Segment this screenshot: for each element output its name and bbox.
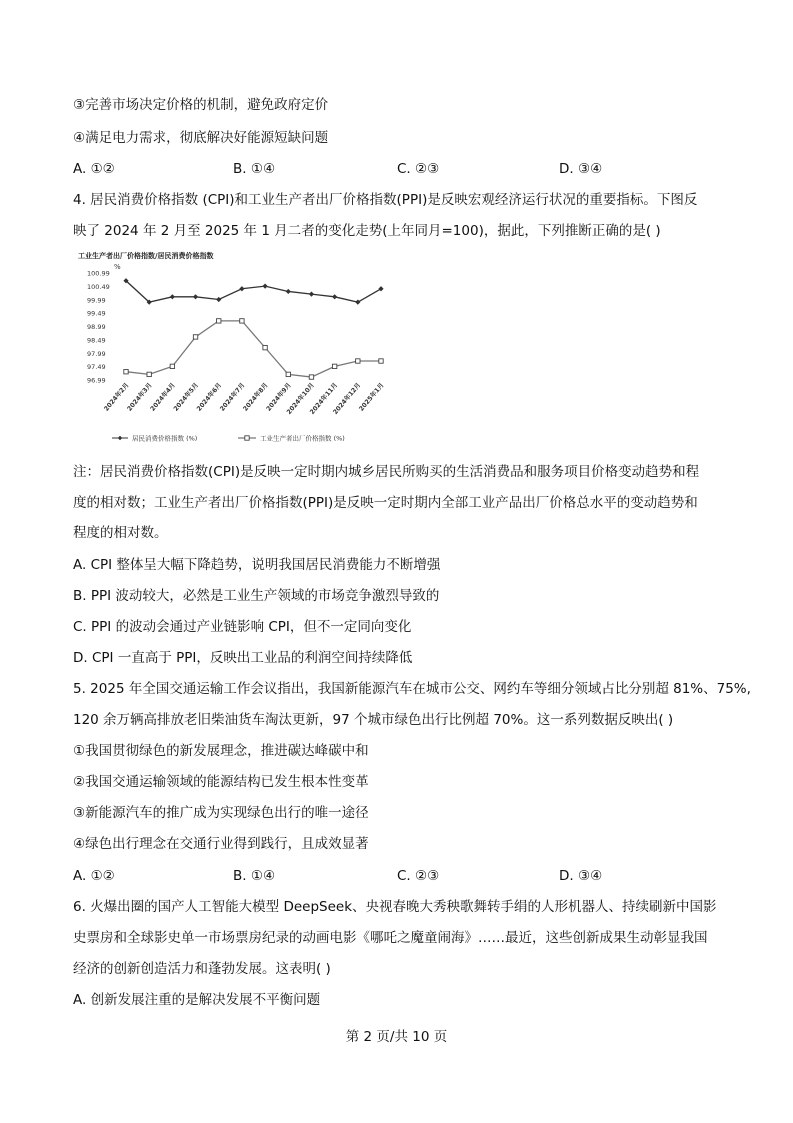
q5-item-2: ②我国交通运输领域的能源结构已发生根本性变革: [73, 774, 369, 790]
q3-option-a: A. ①②: [73, 161, 115, 177]
ppi-point: [217, 319, 221, 323]
q3-option-b: B. ①④: [233, 161, 276, 177]
y-tick-label: 100.49: [87, 282, 110, 291]
q5-option-d: D. ③④: [559, 868, 603, 884]
legend-cpi-label: 居民消费价格指数 (%): [132, 434, 198, 443]
ppi-point: [263, 345, 267, 349]
y-tick-label: 99.99: [87, 296, 106, 305]
x-tick-label: 2024年7月: [218, 381, 247, 413]
x-tick-label: 2024年11月: [308, 381, 340, 417]
y-axis-unit: %: [114, 263, 121, 271]
x-tick-label: 2024年2月: [102, 381, 131, 413]
q3-option-d: D. ③④: [559, 161, 603, 177]
ppi-point: [240, 319, 244, 323]
cpi-point: [262, 284, 267, 289]
q3-option-c: C. ②③: [397, 161, 440, 177]
q5-options: [73, 867, 733, 885]
q5-item-4: ④绿色出行理念在交通行业得到践行，且成效显著: [73, 836, 369, 852]
q5-option-b: B. ①④: [233, 868, 276, 884]
q5-option-c: C. ②③: [397, 868, 440, 884]
ppi-point: [332, 364, 336, 368]
q4-option-c: C. PPI 的波动会通过产业链影响 CPI，但不一定同向变化: [73, 619, 412, 635]
x-tick-label: 2024年9月: [265, 381, 293, 413]
q4-note-line-1: 注：居民消费价格指数(CPI)是反映一定时期内城乡居民所购买的生活消费品和服务项目价格变动趋势和程: [73, 464, 700, 480]
q5-item-1: ①我国贯彻绿色的新发展理念，推进碳达峰碳中和: [73, 743, 369, 759]
y-tick-label: 98.99: [87, 323, 106, 331]
ppi-point: [309, 375, 313, 379]
series-line-1: [126, 321, 381, 377]
x-tick-label: 2024年10月: [285, 381, 316, 417]
q4-stem-line-2: 映了 2024 年 2 月至 2025 年 1 月二者的变化走势(上年同月=100)，据此，下列推断正确的是( ): [73, 223, 661, 239]
q4-option-b: B. PPI 波动较大，必然是工业生产领域的市场竞争激烈导致的: [73, 588, 440, 604]
legend-ppi-marker: [245, 436, 249, 440]
ppi-point: [356, 359, 360, 363]
cpi-point: [355, 300, 360, 305]
y-tick-label: 98.49: [87, 336, 106, 345]
y-tick-label: 97.99: [87, 349, 106, 358]
x-tick-label: 2024年4月: [149, 381, 177, 413]
x-tick-label: 2024年12月: [331, 381, 363, 417]
y-tick-label: 99.49: [87, 309, 106, 318]
ppi-point: [124, 370, 128, 374]
q4-note-line-3: 程度的相对数。: [73, 525, 168, 541]
chart-title: 工业生产者出厂价格指数/居民消费价格指数: [78, 252, 214, 260]
x-tick-label: 2024年3月: [126, 381, 154, 413]
q6-stem-line-1: 6. 火爆出圈的国产人工智能大模型 DeepSeek、央视春晚大秀秧歌舞转手绢的人形机器人、持续刷新中国影: [73, 899, 717, 915]
q5-item-3: ③新能源汽车的推广成为实现绿色出行的唯一途径: [73, 805, 369, 821]
cpi-point: [286, 289, 291, 294]
page-footer: 第 2 页/共 10 页: [345, 1029, 448, 1045]
q5-stem-line-1: 5. 2025 年全国交通运输工作会议指出，我国新能源汽车在城市公交、网约车等细分领域占比分别超 81%、75%,: [73, 681, 751, 697]
cpi-point: [216, 297, 221, 302]
ppi-point: [170, 364, 174, 368]
x-tick-label: 2024年5月: [172, 381, 201, 413]
q3-options: [73, 160, 733, 178]
q3-item-3: ③完善市场决定价格的机制，避免政府定价: [73, 97, 329, 113]
q6-option-a: A. 创新发展注重的是解决发展不平衡问题: [73, 992, 321, 1008]
cpi-point: [378, 286, 383, 291]
cpi-point: [309, 292, 314, 297]
ppi-point: [193, 335, 197, 339]
q5-option-a: A. ①②: [73, 868, 115, 884]
x-tick-label: 2024年6月: [195, 381, 224, 413]
ppi-point: [147, 372, 151, 376]
q4-option-a: A. CPI 整体呈大幅下降趋势，说明我国居民消费能力不断增强: [73, 557, 441, 573]
y-tick-label: 97.49: [87, 363, 106, 372]
x-tick-label: 2024年8月: [242, 381, 270, 413]
series-line-0: [126, 281, 381, 302]
legend-cpi-marker: [118, 436, 123, 441]
legend-ppi-label: 工业生产者出厂价格指数 (%): [260, 434, 345, 443]
q3-item-4: ④满足电力需求，彻底解决好能源短缺问题: [73, 130, 329, 146]
cpi-point: [193, 294, 198, 299]
q4-option-d: D. CPI 一直高于 PPI，反映出工业品的利润空间持续降低: [73, 650, 413, 666]
cpi-point: [170, 294, 175, 299]
ppi-point: [379, 359, 383, 363]
cpi-point: [332, 294, 337, 299]
q5-stem-line-2: 120 余万辆高排放老旧柴油货车淘汰更新，97 个城市绿色出行比例超 70%。这一系列数据反映出( ): [73, 712, 674, 728]
q4-stem-line-1: 4. 居民消费价格指数 (CPI)和工业生产者出厂价格指数(PPI)是反映宏观经济运行状况的重要指标。下图反: [73, 192, 698, 208]
q6-stem-line-3: 经济的创新创造活力和蓬勃发展。这表明( ): [73, 961, 331, 977]
y-tick-label: 96.99: [87, 376, 106, 385]
q4-note-line-2: 度的相对数；工业生产者出厂价格指数(PPI)是反映一定时期内全部工业产品出厂价格总水平的变动趋势和: [73, 495, 698, 511]
ppi-point: [286, 372, 290, 376]
cpi-ppi-line-chart: [76, 246, 394, 446]
x-tick-label: 2025年1月: [357, 381, 386, 413]
cpi-point: [239, 286, 244, 291]
y-tick-label: 100.99: [87, 269, 110, 278]
q6-stem-line-2: 史票房和全球影史单一市场票房纪录的动画电影《哪吒之魔童闹海》……最近，这些创新成果生动彰显我国: [73, 930, 708, 946]
